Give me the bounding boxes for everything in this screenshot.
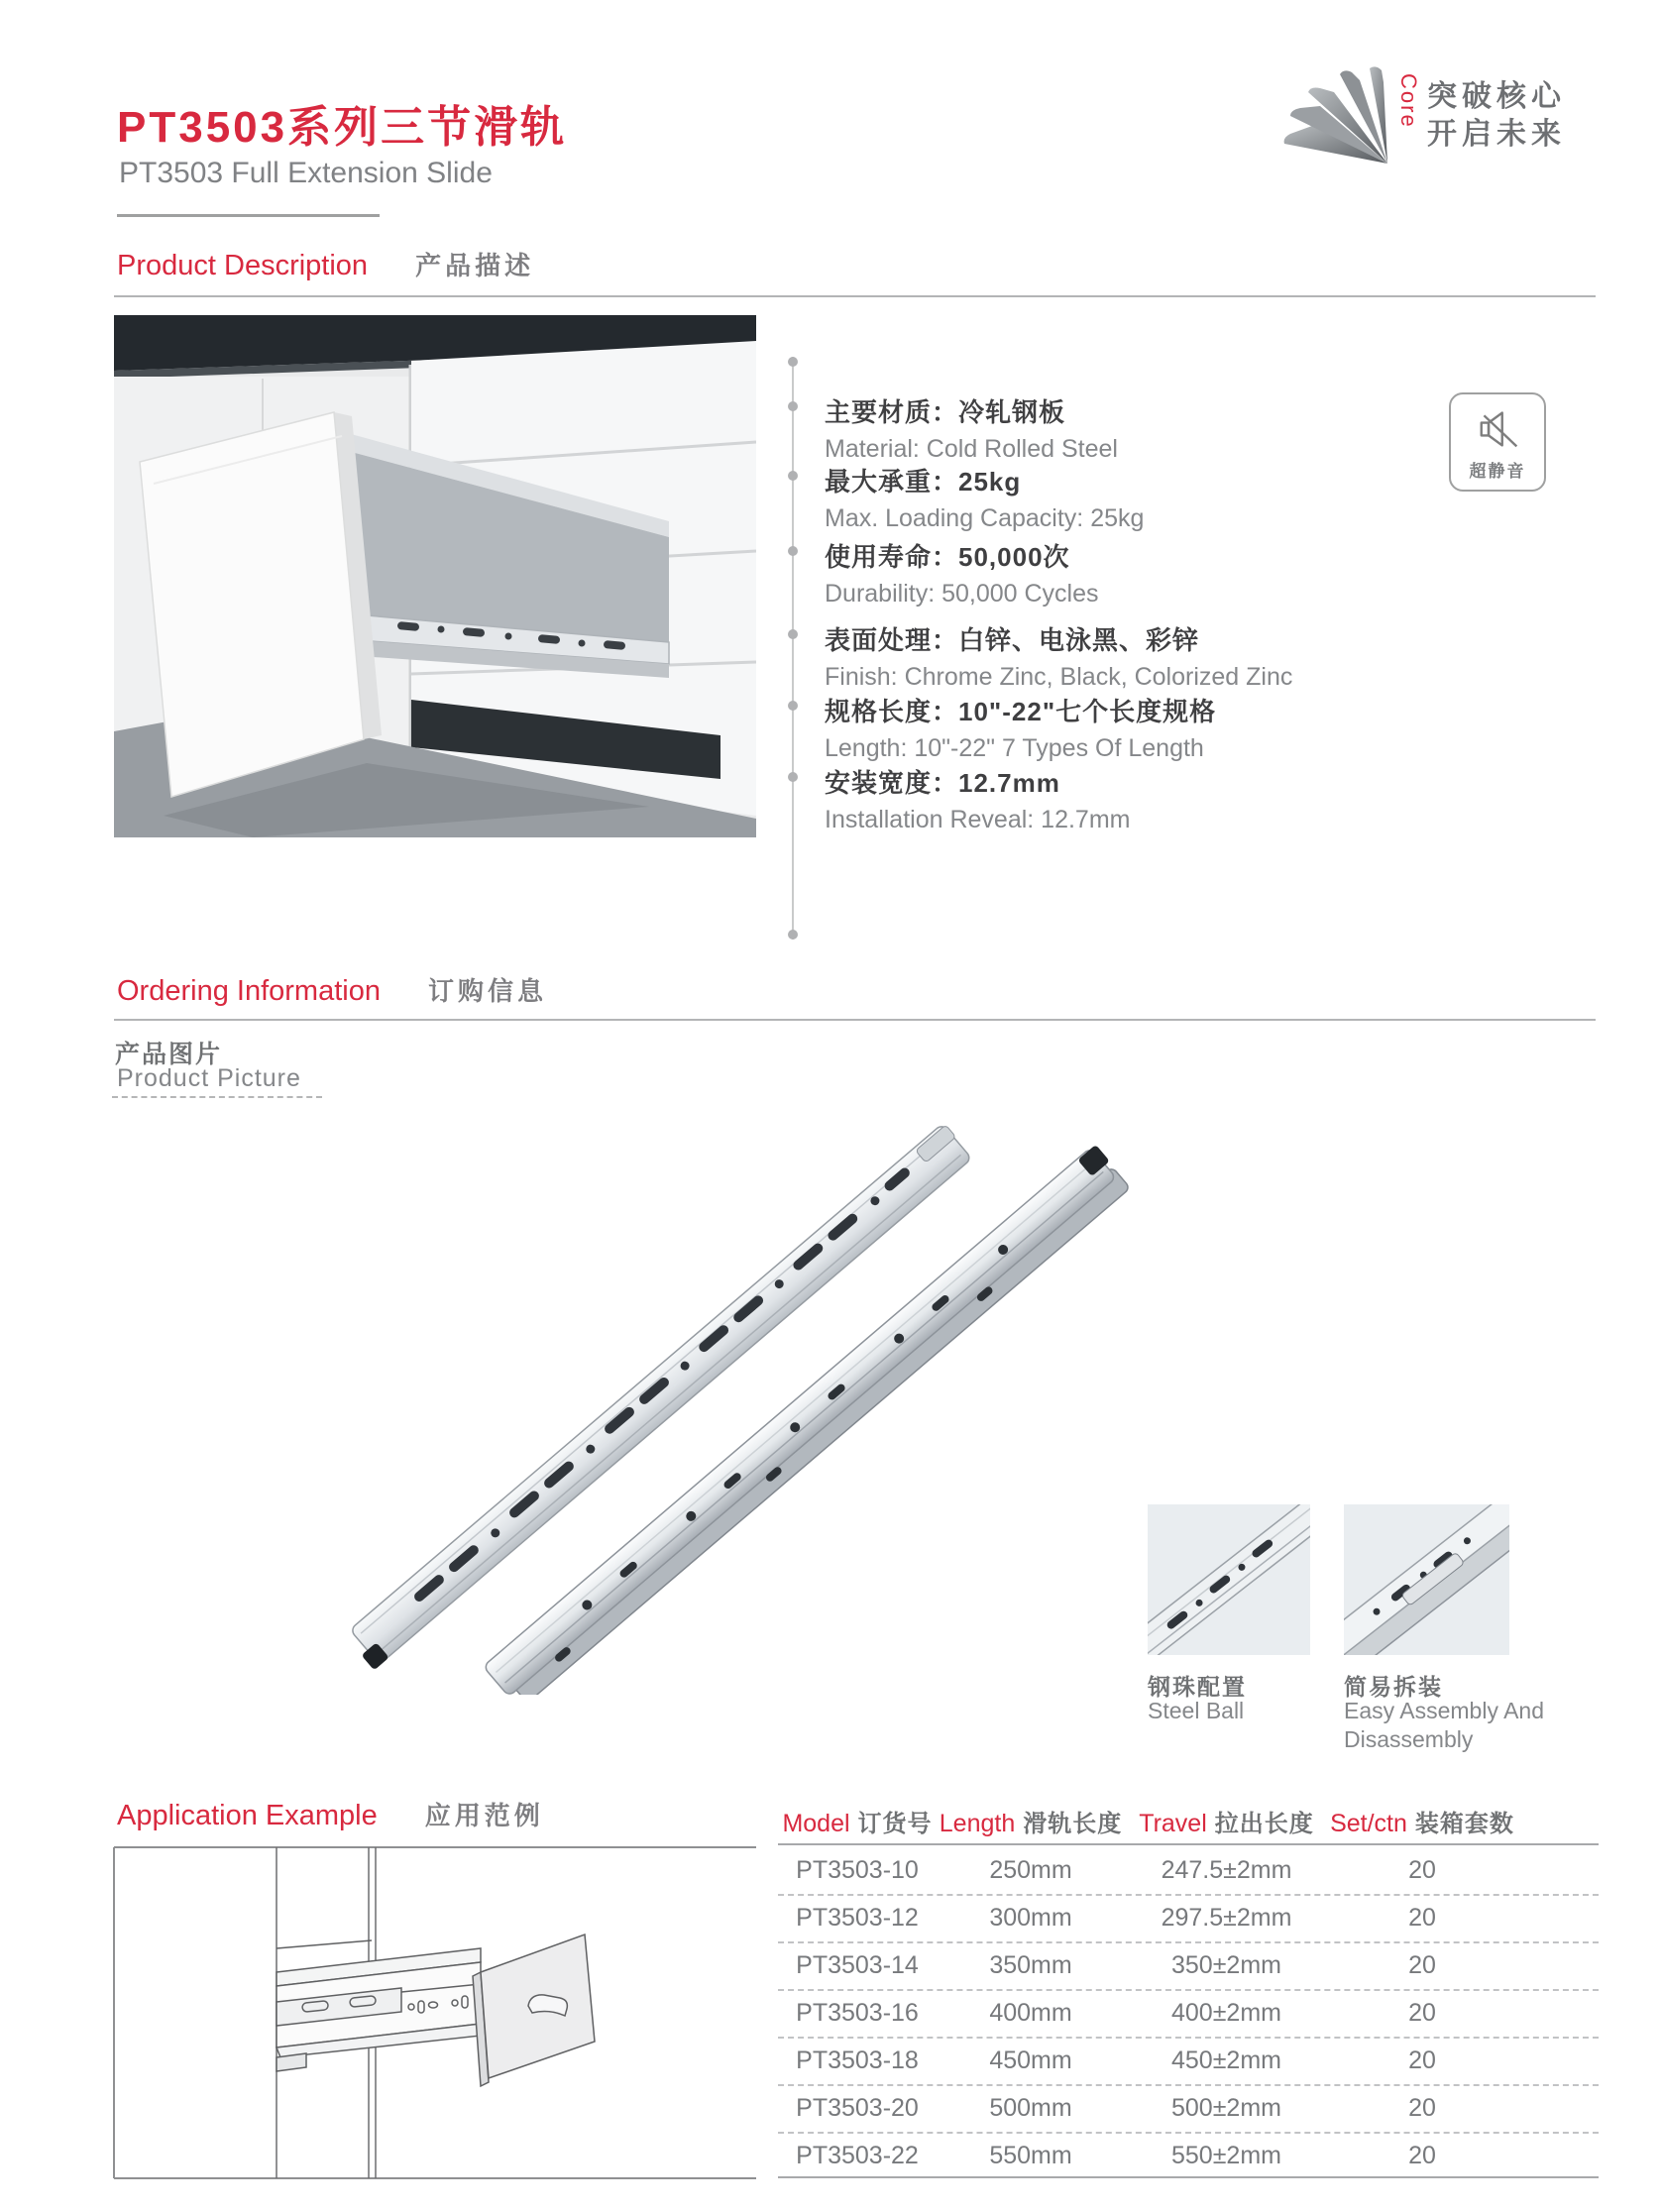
col-header-length: Length 滑轨长度 xyxy=(939,1810,1123,1837)
title-underline xyxy=(117,214,380,217)
spec-dot xyxy=(788,930,798,940)
table-row: PT3503-16 400mm 400±2mm 20 xyxy=(796,1998,1436,2027)
feature-image-easy-assembly xyxy=(1344,1504,1509,1655)
fan-logo-icon xyxy=(1278,64,1393,167)
brand-slogan: 突破核心 开启未来 xyxy=(1427,80,1566,151)
feature-caption-cn: 简易拆装 xyxy=(1344,1674,1443,1700)
spec-dot xyxy=(788,629,798,639)
page-subtitle: PT3503 Full Extension Slide xyxy=(119,157,493,189)
section-title-en: Ordering Information xyxy=(117,975,381,1007)
section-title-en: Product Description xyxy=(117,250,369,281)
ultra-quiet-badge xyxy=(1449,392,1546,492)
table-row: PT3503-10 250mm 247.5±2mm 20 xyxy=(796,1855,1436,1884)
spec-loading-capacity: 最大承重：25kg Max. Loading Capacity: 25kg xyxy=(825,467,1145,532)
application-drawing xyxy=(112,1845,756,2180)
slides-product-image xyxy=(297,1031,1130,1695)
table-row: PT3503-22 550mm 550±2mm 20 xyxy=(796,2141,1436,2169)
spec-dot xyxy=(788,546,798,556)
table-row: PT3503-14 350mm 350±2mm 20 xyxy=(796,1950,1436,1979)
spec-dot xyxy=(788,471,798,481)
table-header-line xyxy=(778,1843,1599,1845)
section-divider xyxy=(114,1019,1596,1021)
spec-durability: 使用寿命：50,000次 Durability: 50,000 Cycles xyxy=(825,542,1099,608)
col-header-travel: Travel 拉出长度 xyxy=(1139,1810,1314,1837)
table-row: PT3503-18 450mm 450±2mm 20 xyxy=(796,2046,1436,2074)
section-product-description xyxy=(117,246,534,282)
section-title-cn: 订购信息 xyxy=(427,976,547,1006)
kitchen-drawer-photo xyxy=(114,315,756,837)
table-row: PT3503-20 500mm 500±2mm 20 xyxy=(796,2093,1436,2122)
product-picture-label-cn: 产品图片 xyxy=(115,1041,223,1068)
spec-finish: 表面处理：白锌、电泳黑、彩锌 Finish: Chrome Zinc, Black, Colorized Zinc xyxy=(825,625,1293,691)
section-application-example xyxy=(117,1796,544,1832)
spec-connector-line xyxy=(792,357,794,940)
table-header-row xyxy=(778,1804,1599,1838)
spec-length: 规格长度：10"-22"七个长度规格 Length: 10"-22" 7 Types Of Length xyxy=(825,697,1217,762)
quiet-badge-label: 超静音 xyxy=(1469,462,1526,481)
dashed-underline xyxy=(112,1096,322,1098)
feature-caption-en: Easy Assembly And Disassembly xyxy=(1344,1698,1544,1752)
section-title-cn: 产品描述 xyxy=(415,251,535,280)
feature-image-steel-ball xyxy=(1148,1504,1310,1655)
spec-material: 主要材质：冷轧钢板 Material: Cold Rolled Steel xyxy=(825,397,1118,463)
spec-installation-reveal: 安装宽度：12.7mm Installation Reveal: 12.7mm xyxy=(825,768,1131,833)
spec-dot xyxy=(788,772,798,782)
spec-dot xyxy=(788,701,798,711)
page-title: PT3503系列三节滑轨 xyxy=(117,103,568,152)
product-picture-label-en: Product Picture xyxy=(117,1064,301,1092)
table-bottom-line xyxy=(778,2176,1599,2178)
feature-caption-cn: 钢珠配置 xyxy=(1148,1674,1247,1700)
section-title-en: Application Example xyxy=(117,1800,378,1831)
table-row: PT3503-12 300mm 297.5±2mm 20 xyxy=(796,1903,1436,1932)
spec-dot xyxy=(788,357,798,367)
brand-core-text: Core xyxy=(1396,73,1421,129)
spec-dot xyxy=(788,401,798,411)
col-header-model: Model 订货号 xyxy=(782,1810,933,1837)
col-header-set-ctn: Set/ctn 装箱套数 xyxy=(1330,1810,1514,1837)
section-divider xyxy=(114,295,1596,297)
brand-logo xyxy=(1278,61,1606,170)
section-ordering-information xyxy=(117,971,547,1008)
section-title-cn: 应用范例 xyxy=(424,1801,544,1830)
feature-caption-en: Steel Ball xyxy=(1148,1698,1245,1723)
